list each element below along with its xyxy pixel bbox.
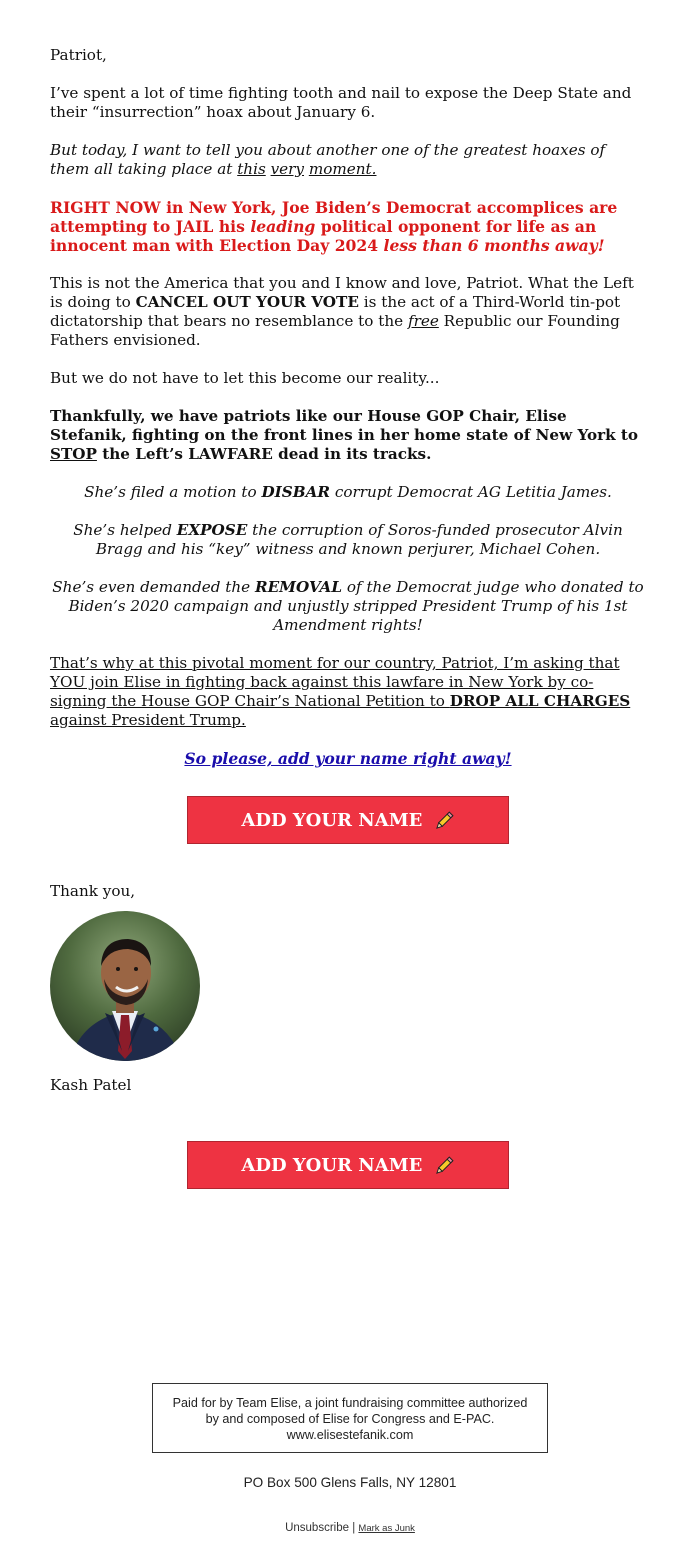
closing: Thank you, bbox=[50, 882, 136, 900]
paragraph-intro: I’ve spent a lot of time fighting tooth and nail to expose the Deep State and their “insurrection” hoax about January 6. bbox=[50, 84, 632, 121]
avatar bbox=[50, 911, 200, 1061]
paragraph-thankfully: Thankfully, we have patriots like our House GOP Chair, Elise Stefanik, fighting on the front lines in her home state of New York to STOP the Left’s LAWFARE dead in its tracks. bbox=[50, 407, 639, 463]
paragraph-disbar: She’s filed a motion to DISBAR corrupt Democrat AG Letitia James. bbox=[84, 483, 612, 501]
button-label: ADD YOUR NAME bbox=[241, 810, 423, 831]
paragraph-hoaxes: But today, I want to tell you about another one of the greatest hoaxes of them all taking place at this very moment. bbox=[50, 141, 606, 178]
unsubscribe-link[interactable]: Unsubscribe bbox=[285, 1522, 349, 1534]
paragraph-america: This is not the America that you and I know and love, Patriot. What the Left is doing to CANCEL OUT YOUR VOTE is the act of a Third-World tin-pot dictatorship that bears no resemblance to the free Republic our Founding Fathers envisioned. bbox=[50, 274, 634, 349]
paragraph-expose: She’s helped EXPOSE the corruption of Soros-funded prosecutor Alvin Bragg and his “key” witness and known perjurer, Michael Cohen. bbox=[73, 521, 623, 558]
add-your-name-button-bottom[interactable] bbox=[187, 1141, 509, 1189]
signer-name: Kash Patel bbox=[50, 1076, 132, 1094]
mark-as-junk-link[interactable]: Mark as Junk bbox=[358, 1523, 415, 1534]
separator: | bbox=[352, 1522, 356, 1534]
paragraph-petition: That’s why at this pivotal moment for our country, Patriot, I’m asking that YOU join Elise in fighting back against this lawfare in New York by co-signing the House GOP Chair’s National Petition to DROP ALL CHARGES against President Trump. bbox=[50, 654, 631, 729]
letter-body bbox=[50, 46, 646, 1189]
portrait-photo bbox=[50, 911, 200, 1061]
paragraph-alert: RIGHT NOW in New York, Joe Biden’s Democrat accomplices are attempting to JAIL his leading political opponent for life as an innocent man with Election Day 2024 less than 6 months away! bbox=[50, 198, 618, 255]
pencil-icon bbox=[433, 1155, 455, 1177]
mailing-address: PO Box 500 Glens Falls, NY 12801 bbox=[243, 1475, 457, 1490]
add-name-link[interactable]: So please, add your name right away! bbox=[184, 749, 512, 768]
salutation: Patriot, bbox=[50, 46, 107, 64]
pencil-icon bbox=[433, 810, 455, 832]
paragraph-removal: She’s even demanded the REMOVAL of the Democrat judge who donated to Biden’s 2020 campaign and unjustly stripped President Trump of his 1st Amendment rights! bbox=[52, 578, 644, 634]
cta-link-row bbox=[50, 749, 646, 769]
paid-for-disclaimer: Paid for by Team Elise, a joint fundraising committee authorized by and composed of Elise for Congress and E-PAC. www.elisestefanik.com bbox=[152, 1383, 548, 1453]
paragraph-reality: But we do not have to let this become our reality... bbox=[50, 369, 440, 387]
button-label: ADD YOUR NAME bbox=[241, 1155, 423, 1176]
add-your-name-button-top[interactable] bbox=[187, 796, 509, 844]
unsubscribe-row bbox=[0, 1522, 700, 1534]
